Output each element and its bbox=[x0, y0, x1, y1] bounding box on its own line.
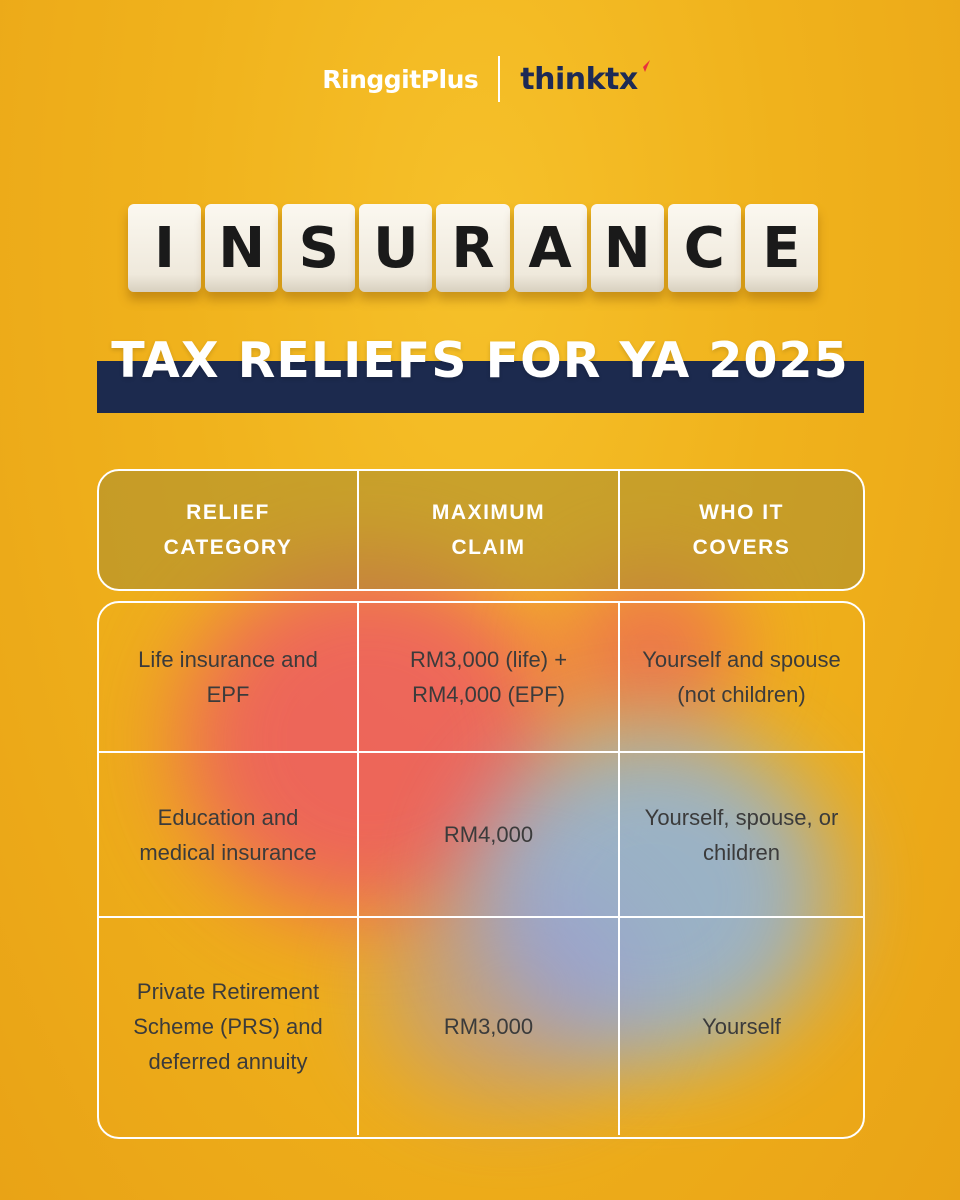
cell-relief-category: Private Retirement Scheme (PRS) and deferred annuity bbox=[99, 918, 359, 1135]
block-letter: E bbox=[762, 215, 801, 281]
table-row bbox=[99, 753, 863, 918]
letter-block bbox=[359, 204, 432, 292]
table-header bbox=[97, 469, 865, 591]
letter-block bbox=[436, 204, 509, 292]
cell-who-it-covers: Yourself, spouse, or children bbox=[644, 804, 839, 865]
letter-block bbox=[205, 204, 278, 292]
brand-header bbox=[0, 52, 960, 106]
page-title: TAX RELIEFS FOR YA 2025 bbox=[111, 332, 849, 389]
header-relief-category: RELIEF CATEGORY bbox=[99, 471, 359, 589]
thinktx-logo bbox=[520, 62, 637, 97]
cell-maximum-claim: RM3,000 (life) + RM4,000 (EPF) bbox=[359, 603, 620, 751]
insurance-letter-blocks bbox=[128, 204, 818, 296]
block-letter: N bbox=[218, 215, 266, 281]
letter-block bbox=[668, 204, 741, 292]
cell-maximum-claim: RM3,000 bbox=[359, 918, 620, 1135]
letter-block bbox=[282, 204, 355, 292]
table-row bbox=[99, 918, 863, 1135]
logo-divider bbox=[498, 56, 500, 102]
block-letter: S bbox=[298, 215, 339, 281]
cell-relief-category: Education and medical insurance bbox=[99, 753, 359, 916]
block-letter: U bbox=[373, 215, 419, 281]
block-letter: N bbox=[603, 215, 651, 281]
block-letter: I bbox=[154, 215, 175, 281]
thinktx-logo-text: thinktx bbox=[520, 61, 638, 97]
cell-maximum-claim: RM4,000 bbox=[359, 753, 620, 916]
letter-block bbox=[745, 204, 818, 292]
red-arrow-icon bbox=[634, 58, 652, 76]
cell-who-it-covers: Yourself and spouse (not children) bbox=[642, 647, 841, 707]
ringgitplus-logo: RinggitPlus bbox=[322, 64, 479, 94]
cell-relief-category: Life insurance and EPF bbox=[99, 603, 359, 751]
block-letter: A bbox=[528, 215, 572, 281]
relief-table bbox=[97, 601, 865, 1139]
letter-block bbox=[591, 204, 664, 292]
block-letter: R bbox=[451, 215, 495, 281]
table-row bbox=[99, 603, 863, 753]
block-letter: C bbox=[683, 215, 725, 281]
header-maximum-claim: MAXIMUM CLAIM bbox=[359, 471, 620, 589]
cell-who-it-covers: Yourself bbox=[702, 1014, 781, 1039]
header-who-it-covers: WHO IT COVERS bbox=[692, 501, 791, 559]
letter-block bbox=[514, 204, 587, 292]
letter-block bbox=[128, 204, 201, 292]
